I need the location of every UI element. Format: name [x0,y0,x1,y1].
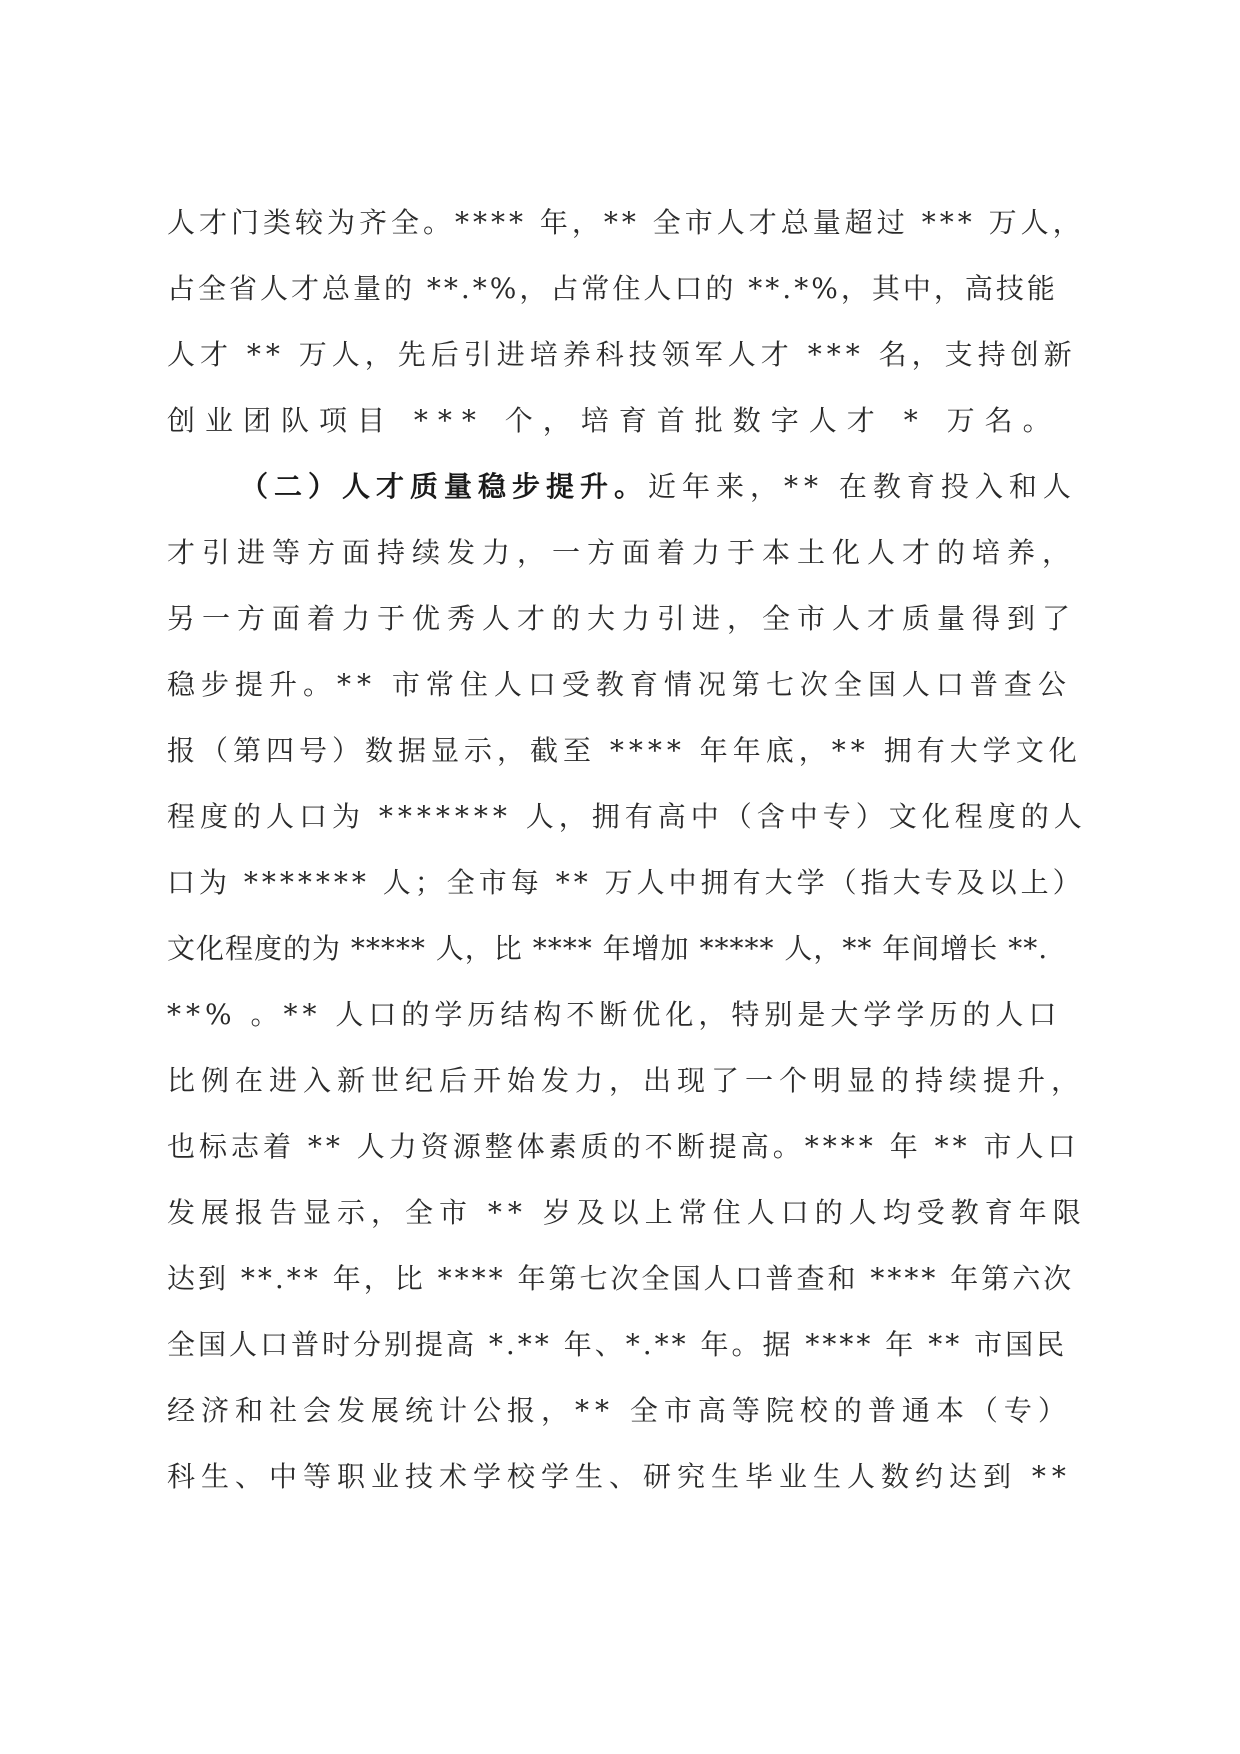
paragraph-line: 文化程度的为 ***** 人，比 **** 年增加 ***** 人，** 年间增长 **. [167,932,1049,965]
paragraph-line: 口为 ******* 人；全市每 ** 万人中拥有大学（指大专及以上） [167,866,1085,899]
paragraph-line: 经济和社会发展统计公报，** 全市高等院校的普通本（专） [167,1394,1072,1427]
paragraph-line: 比例在进入新世纪后开始发力，出现了一个明显的持续提升， [167,1064,1086,1097]
paragraph-line: 科生、中等职业技术学校学生、研究生毕业生人数约达到 ** [167,1460,1072,1493]
paragraph-line: 才引进等方面持续发力，一方面着力于本土化人才的培养， [167,536,1078,569]
paragraph-line: **% 。** 人口的学历结构不断优化，特别是大学学历的人口 [167,998,1062,1031]
paragraph-line: 人才门类较为齐全。**** 年，** 全市人才总量超过 *** 万人， [167,206,1085,239]
paragraph-line: 人才 ** 万人，先后引进培养科技领军人才 *** 名，支持创新 [167,338,1077,371]
section-heading: （二）人才质量稳步提升。 [240,470,649,503]
paragraph-line: 创业团队项目 *** 个，培育首批数字人才 * 万名。 [167,404,1061,437]
section-heading-line [167,454,1087,520]
paragraph-line: 另一方面着力于优秀人才的大力引进，全市人才质量得到了 [167,602,1078,635]
paragraph-line: 报（第四号）数据显示，截至 **** 年年底，** 拥有大学文化 [167,734,1082,767]
document-body [167,190,1087,1510]
paragraph-line: 全国人口普时分别提高 *.** 年、*.** 年。据 **** 年 ** 市国民 [167,1328,1068,1361]
paragraph-line: 也标志着 ** 人力资源整体素质的不断提高。**** 年 ** 市人口 [167,1130,1080,1163]
paragraph-line: 程度的人口为 ******* 人，拥有高中（含中专）文化程度的人 [167,800,1087,833]
paragraph-line: 达到 **.** 年，比 **** 年第七次全国人口普查和 **** 年第六次 [167,1262,1075,1295]
paragraph-line: 发展报告显示，全市 ** 岁及以上常住人口的人均受教育年限 [167,1196,1087,1229]
paragraph-line: 稳步提升。** 市常住人口受教育情况第七次全国人口普查公 [167,668,1072,701]
paragraph-text: 近年来，** 在教育投入和人 [648,470,1077,503]
paragraph-line: 占全省人才总量的 **.*%，占常住人口的 **.*%，其中，高技能 [167,272,1058,305]
